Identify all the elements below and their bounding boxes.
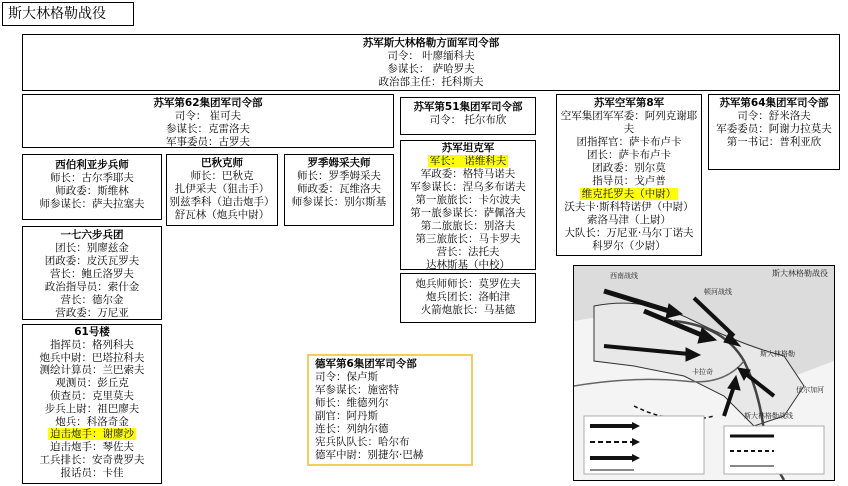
house61-line: 侦查员：克里莫夫	[50, 389, 134, 402]
air8-highlighted-line: 维克托罗夫（中尉）	[581, 188, 677, 200]
batyuk-box	[166, 154, 278, 226]
regiment176-title: 一七六步兵团	[60, 229, 124, 241]
tank-line: 第一旅参谋长：萨佩洛夫	[410, 207, 526, 219]
tank-line: 营长：法托夫	[436, 246, 500, 258]
siberian-box	[22, 154, 162, 220]
german6-line: 德军中尉：别捷尔·巴赫	[315, 449, 424, 461]
house61-highlighted-line: 迫击炮手：谢廖沙	[50, 428, 134, 441]
batyuk-line: 舒瓦林（炮兵中尉）	[174, 209, 270, 221]
front-hq-box	[22, 34, 840, 91]
air8-title: 苏军空军第8军	[593, 97, 665, 109]
air8-line: 大队长：万尼亚·马尔丁诺夫	[564, 227, 694, 239]
map-label: 西南战线	[610, 272, 638, 280]
air8-line: 团指挥官：萨卡布卢卡	[576, 136, 682, 148]
siberian-title: 西伯利亚步兵师	[55, 159, 129, 171]
army51-line: 司令： 托尔布欣	[429, 114, 507, 126]
rodimtsev-box	[284, 154, 394, 226]
air8-box	[556, 94, 702, 256]
map-label: 卡拉奇	[692, 368, 713, 376]
front-line: 司令： 叶廖缅科夫	[387, 50, 475, 62]
house61-line: 步兵上尉：祖巴廖夫	[44, 402, 140, 415]
army64-title: 苏军第64集团军司令部	[719, 97, 829, 109]
house61-title: 61号楼	[74, 326, 110, 338]
air8-line: 空军集团军军委：阿列克谢耶夫	[560, 110, 698, 135]
tank-line: 达林斯基（中校）	[426, 259, 510, 270]
army64-line: 第一书记：普利亚欣	[726, 136, 822, 148]
rodimtsev-line: 师政委：瓦维洛夫	[297, 183, 381, 195]
army62-line: 参谋长：克雷洛夫	[166, 123, 250, 135]
rodimtsev-line: 师长：罗季姆采夫	[297, 170, 381, 182]
regiment176-line: 营政委：万尼亚	[55, 307, 129, 319]
german6-line: 连长：列纳尔德	[315, 423, 389, 435]
artillery-line: 炮兵师师长：莫罗佐夫	[415, 278, 521, 290]
rodimtsev-title: 罗季姆采夫师	[307, 157, 371, 169]
batyuk-line: 师长：巴秋克	[190, 170, 254, 182]
tank-highlighted-line: 军长： 诺维科夫	[429, 155, 507, 167]
siberian-line: 师长：古尔季耶夫	[50, 172, 134, 184]
air8-line: 团政委：别尔莫	[592, 162, 666, 174]
batyuk-line: 别兹季科（迫击炮手）	[169, 196, 275, 208]
army64-box	[708, 94, 840, 170]
air8-line: 团长：萨卡布卢卡	[587, 149, 671, 161]
army51-box	[400, 97, 536, 135]
artillery-line: 炮兵团长：洛帕津	[426, 291, 510, 303]
page-title: 斯大林格勒战役	[2, 2, 134, 26]
regiment176-line: 政治指导员：索什金	[44, 281, 140, 293]
tank-line: 第二旅旅长：别洛夫	[420, 220, 516, 232]
house61-line: 炮兵中尉：巴塔拉科夫	[39, 351, 145, 364]
house61-line: 工兵排长：安奇费罗夫	[39, 453, 145, 466]
regiment176-line: 营长：德尔金	[60, 294, 124, 306]
regiment176-box	[22, 226, 162, 320]
german6-line: 宪兵队队长：哈尔布	[315, 436, 410, 448]
house61-line: 观测员：彭丘克	[55, 377, 129, 390]
air8-line: 索洛马津（上尉）	[587, 214, 671, 226]
army64-line: 军委委员：阿谢力拉莫夫	[716, 123, 832, 135]
regiment176-line: 团政委：皮沃瓦罗夫	[44, 255, 140, 267]
house61-line: 炮兵：科洛奇金	[55, 415, 129, 428]
air8-line: 指导员：戈卢普	[592, 175, 666, 187]
tank-title: 苏军坦克军	[441, 142, 495, 154]
army62-line: 军事委员：古罗夫	[166, 136, 250, 148]
german6-line: 司令：保卢斯	[315, 371, 378, 383]
house61-line: 迫击炮手：琴佐夫	[50, 441, 134, 454]
tank-line: 军政委：格特马诺夫	[420, 168, 516, 180]
rodimtsev-line: 师参谋长：别尔斯基	[291, 196, 387, 208]
map-label: 顿河战线	[704, 288, 732, 296]
artillery-line: 火箭炮旅长：马基德	[420, 304, 516, 316]
front-hq-title: 苏军斯大林格勒方面军司令部	[362, 37, 500, 49]
army51-title: 苏军第51集团军司令部	[413, 101, 523, 113]
german6-line: 师长：维德列尔	[315, 397, 389, 409]
army64-line: 司令：舒米洛夫	[737, 110, 811, 122]
german6-title: 德军第6集团军司令部	[315, 358, 417, 370]
map-label: 斯大林格勒	[760, 350, 795, 358]
german6-line: 军参谋长：施密特	[315, 384, 399, 396]
army62-box	[22, 94, 394, 148]
front-line: 政治部主任：托科斯夫	[378, 76, 484, 88]
battle-map	[573, 265, 835, 481]
tank-box	[400, 140, 536, 270]
tank-line: 军参谋长：涅乌多布诺夫	[410, 181, 526, 193]
siberian-line: 师参谋长：萨夫拉塞夫	[39, 198, 145, 210]
air8-line: 科罗尔（少尉）	[592, 240, 666, 252]
house61-box	[22, 324, 162, 484]
army62-title: 苏军第62集团军司令部	[153, 97, 263, 109]
siberian-line: 师政委：斯维林	[55, 185, 129, 197]
german6-line: 副官：阿丹斯	[315, 410, 378, 422]
map-label: 斯大林格勒战线	[744, 412, 793, 420]
map-label: 伏尔加河	[796, 386, 824, 394]
house61-line: 报话员：卡佳	[60, 466, 124, 479]
artillery-box	[400, 273, 536, 323]
regiment176-line: 营长：鲍丘洛罗夫	[50, 268, 134, 280]
regiment176-line: 团长：别廖兹金	[55, 242, 129, 254]
air8-line: 沃夫卡·斯科特诺伊（中尉）	[564, 201, 694, 213]
army62-line: 司令： 崔可夫	[174, 110, 242, 122]
german6-box	[307, 354, 473, 466]
front-line: 参谋长： 萨哈罗夫	[387, 63, 475, 75]
map-title: 斯大林格勒战役	[772, 269, 828, 278]
batyuk-line: 扎伊采夫（狙击手）	[174, 183, 270, 195]
tank-line: 第三旅旅长：马卡罗夫	[415, 233, 521, 245]
tank-line: 第一旅旅长：卡尔波夫	[415, 194, 521, 206]
batyuk-title: 巴秋克师	[201, 157, 243, 169]
house61-line: 测绘计算员：兰巴索夫	[39, 364, 145, 377]
house61-line: 指挥员：格列科夫	[50, 338, 134, 351]
